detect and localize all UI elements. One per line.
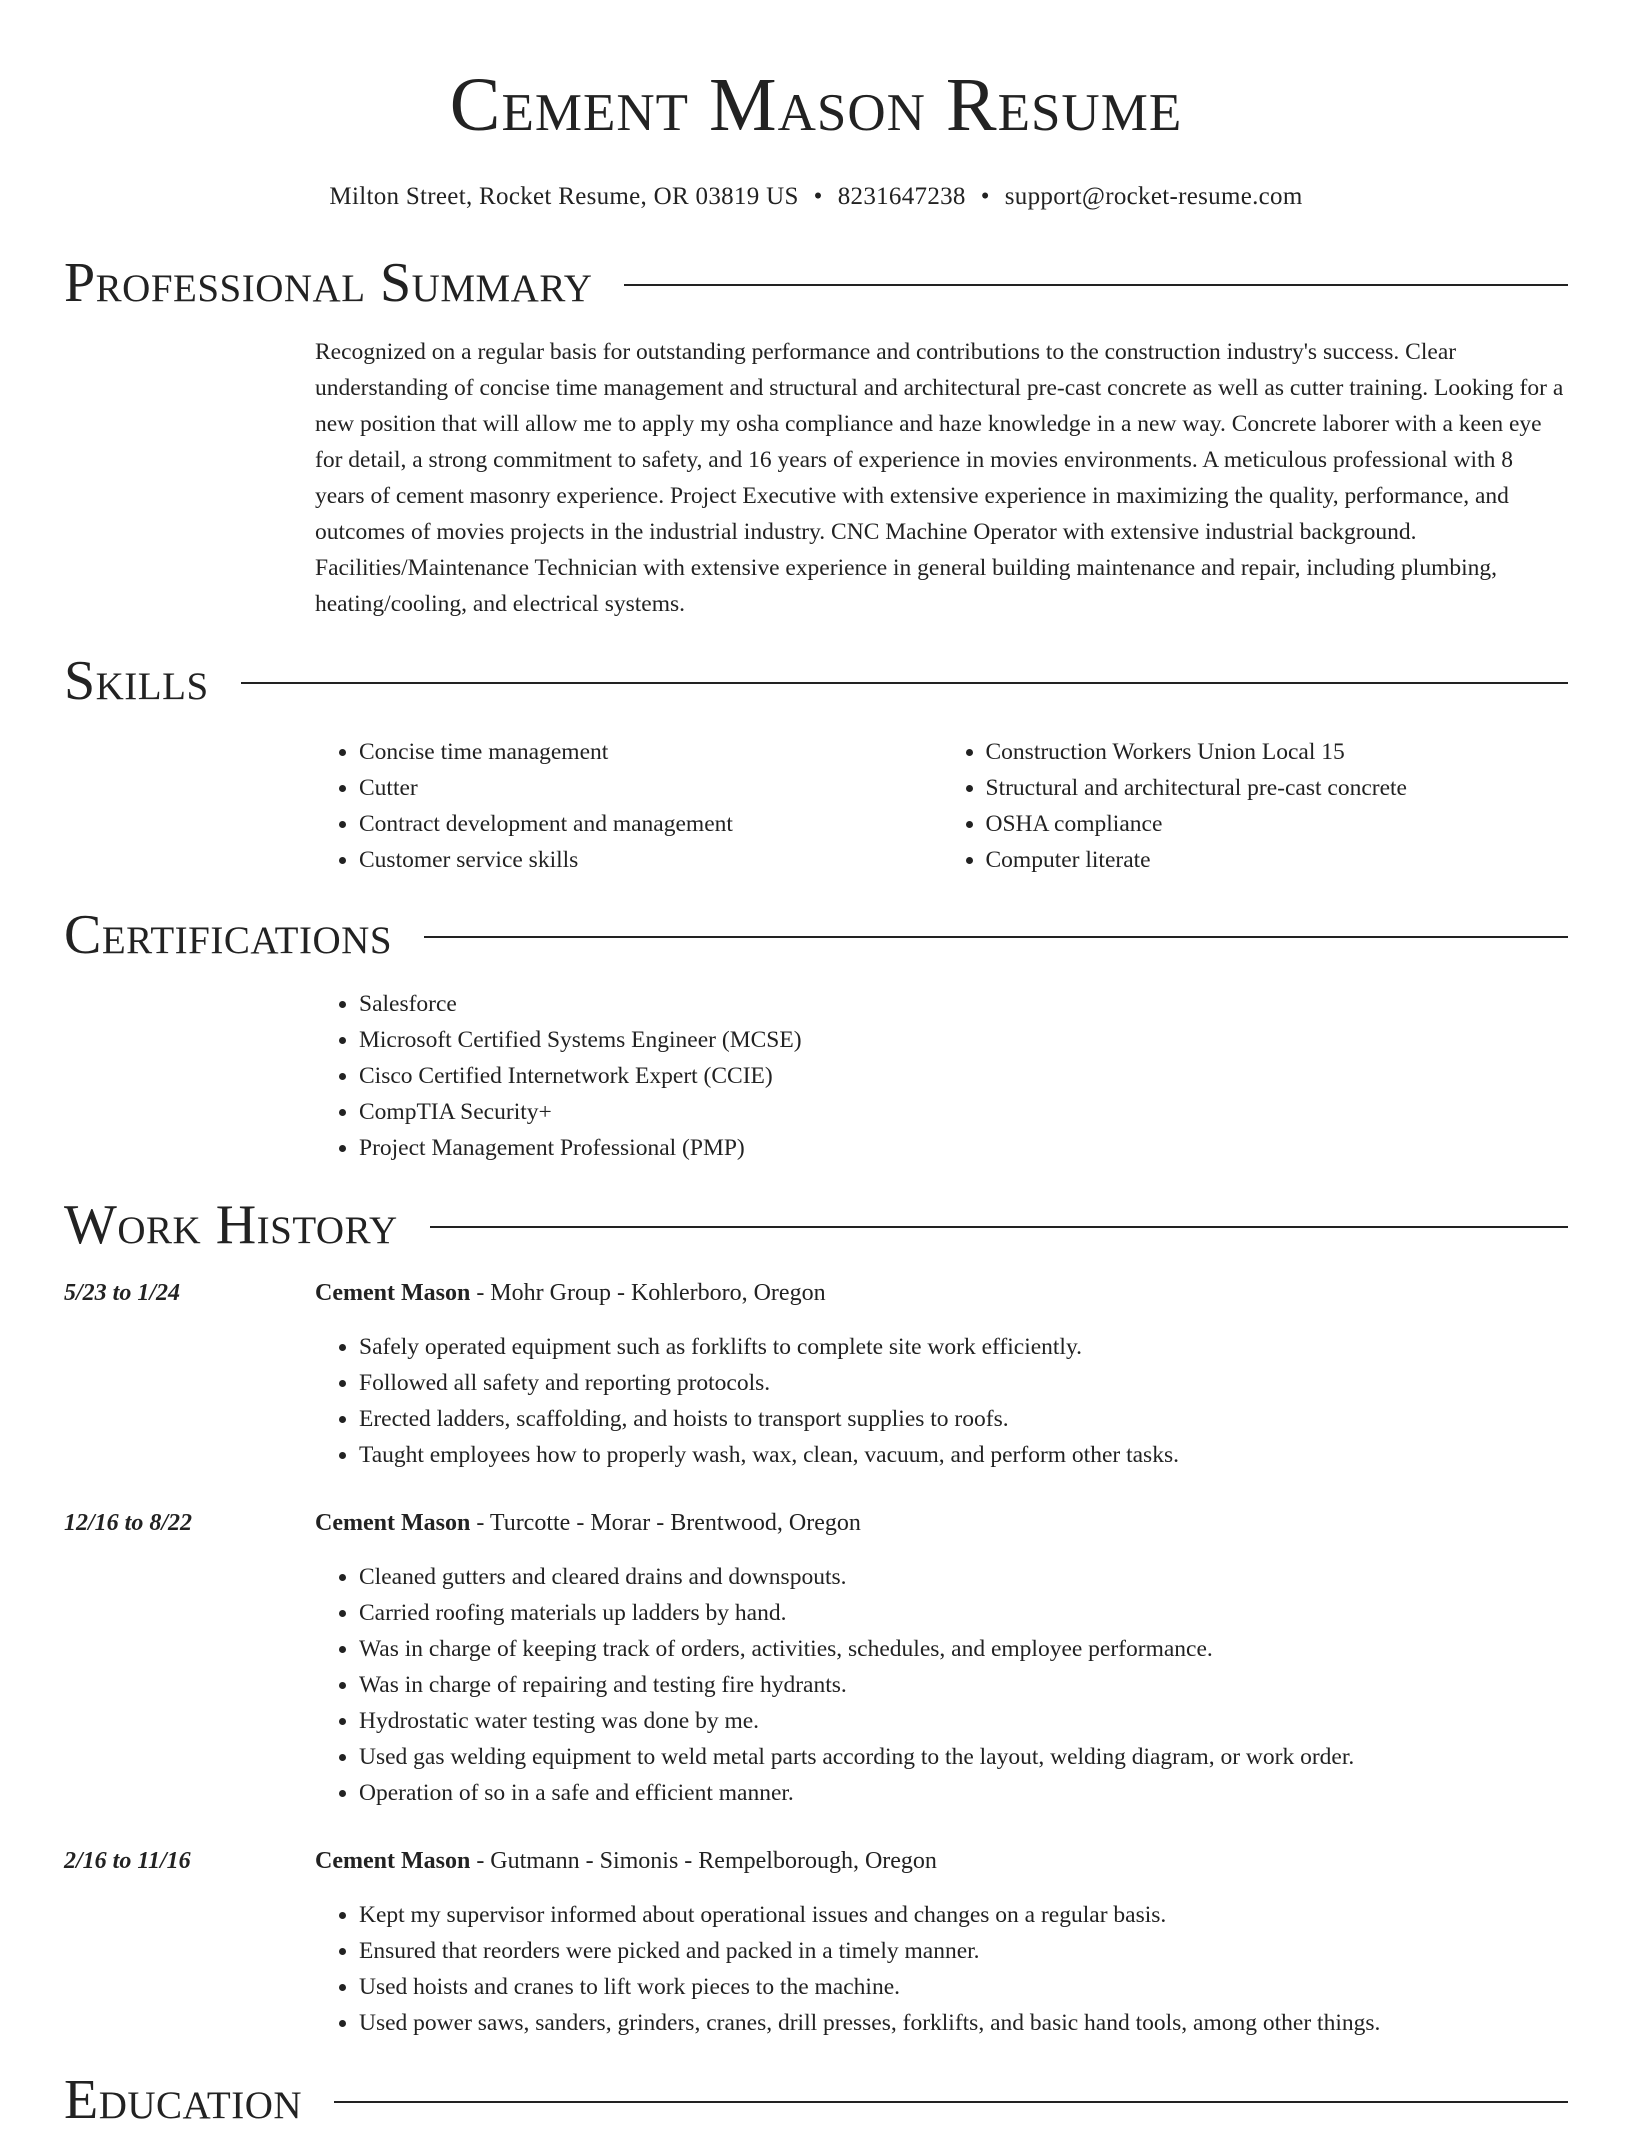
skill-item: • Computer literate [986, 842, 1569, 878]
job-bullet: • Hydrostatic water testing was done by me. [359, 1703, 1568, 1739]
contact-separator: • [813, 183, 823, 210]
job-bullet: • Was in charge of keeping track of orders, activities, schedules, and employee performance. [359, 1631, 1568, 1667]
section-divider [430, 1226, 1568, 1228]
skill-item: • Cutter [359, 770, 942, 806]
skill-item: • Construction Workers Union Local 15 [986, 734, 1569, 770]
skill-item: • Customer service skills [359, 842, 942, 878]
job-bullet: • Safely operated equipment such as forklifts to complete site work efficiently. [359, 1329, 1568, 1365]
contact-email: support@rocket-resume.com [1004, 183, 1303, 210]
job-entry [64, 1275, 1568, 1473]
skills-grid [315, 734, 1568, 878]
summary-block [315, 334, 1568, 622]
job-bullet: • Was in charge of repairing and testing fire hydrants. [359, 1667, 1568, 1703]
section-divider [334, 2101, 1568, 2103]
summary-text: Recognized on a regular basis for outstanding performance and contributions to the construction industry's success. Clear understanding of concise time management and structural and architectural pre-cast concrete as well as cutter training. Looking for a new position that will allow me to apply my osha compliance and haze knowledge in a new way. Concrete laborer with a keen eye for detail, a strong commitment to safety, and 16 years of experience in movies environments. A meticulous professional with 8 years of cement masonry experience. Project Executive with extensive experience in maximizing the quality, performance, and outcomes of movies projects in the industrial industry. CNC Machine Operator with extensive industrial background. Facilities/Maintenance Technician with extensive experience in general building maintenance and repair, including plumbing, heating/cooling, and electrical systems. [315, 339, 1564, 617]
job-bullet: • Followed all safety and reporting protocols. [359, 1365, 1568, 1401]
skill-item: • Concise time management [359, 734, 942, 770]
job-body [315, 1843, 1568, 2041]
job-position: Cement Mason [315, 1510, 471, 1536]
section-header-work [64, 1190, 1568, 1260]
skill-item: • Structural and architectural pre-cast concrete [986, 770, 1569, 806]
job-dates: 2/16 to 11/16 [64, 1848, 191, 1874]
job-bullet: • Used gas welding equipment to weld metal parts according to the layout, welding diagram, or work order. [359, 1739, 1568, 1775]
section-title-skills: Skills [64, 650, 209, 712]
job-bullets [315, 1559, 1568, 1811]
contact-line [64, 182, 1568, 212]
skill-item: • OSHA compliance [986, 806, 1569, 842]
job-dates: 5/23 to 1/24 [64, 1280, 181, 1306]
job-body [315, 1505, 1568, 1811]
job-position: Cement Mason [315, 1848, 471, 1874]
contact-address: Milton Street, Rocket Resume, OR 03819 US [329, 183, 799, 210]
contact-separator: • [980, 183, 990, 210]
skills-list-left [315, 734, 942, 878]
section-title-education: Education [64, 2069, 303, 2131]
certification-item: • Microsoft Certified Systems Engineer (MCSE) [359, 1022, 1568, 1058]
certification-item: • Project Management Professional (PMP) [359, 1130, 1568, 1166]
section-title-summary: Professional Summary [64, 252, 593, 314]
job-bullet: • Kept my supervisor informed about operational issues and changes on a regular basis. [359, 1897, 1568, 1933]
certification-item: • CompTIA Security+ [359, 1094, 1568, 1130]
job-employer: - Turcotte - Morar - Brentwood, Oregon [470, 1510, 861, 1536]
job-title-line [315, 1505, 1568, 1541]
section-title-certifications: Certifications [64, 904, 393, 966]
job-bullets [315, 1329, 1568, 1473]
job-bullet: • Used power saws, sanders, grinders, cranes, drill presses, forklifts, and basic hand tools, among other things. [359, 2005, 1568, 2041]
section-divider [624, 284, 1568, 286]
job-employer: - Gutmann - Simonis - Rempelborough, Oregon [470, 1848, 937, 1874]
job-bullet: • Ensured that reorders were picked and packed in a timely manner. [359, 1933, 1568, 1969]
job-entry [64, 1843, 1568, 2041]
job-employer: - Mohr Group - Kohlerboro, Oregon [470, 1280, 826, 1306]
job-title-line [315, 1843, 1568, 1879]
document-title: Cement Mason Resume [449, 63, 1183, 147]
section-divider [241, 682, 1568, 684]
job-bullet: • Carried roofing materials up ladders by hand. [359, 1595, 1568, 1631]
skills-list-right [942, 734, 1569, 878]
section-header-skills [64, 646, 1568, 716]
section-header-education [64, 2065, 1568, 2135]
job-bullets [315, 1897, 1568, 2041]
certification-item: • Salesforce [359, 986, 1568, 1022]
job-title-line [315, 1275, 1568, 1311]
certifications-list [315, 986, 1568, 1166]
job-bullet: • Taught employees how to properly wash, wax, clean, vacuum, and perform other tasks. [359, 1437, 1568, 1473]
job-bullet: • Cleaned gutters and cleared drains and downspouts. [359, 1559, 1568, 1595]
job-body [315, 1275, 1568, 1473]
job-entry [64, 1505, 1568, 1811]
job-bullet: • Used hoists and cranes to lift work pieces to the machine. [359, 1969, 1568, 2005]
skill-item: • Contract development and management [359, 806, 942, 842]
job-bullet: • Operation of so in a safe and efficient manner. [359, 1775, 1568, 1811]
section-title-work: Work History [64, 1194, 398, 1256]
section-header-certifications [64, 900, 1568, 970]
job-dates: 12/16 to 8/22 [64, 1510, 193, 1536]
job-bullet: • Erected ladders, scaffolding, and hoists to transport supplies to roofs. [359, 1401, 1568, 1437]
certification-item: • Cisco Certified Internetwork Expert (CCIE) [359, 1058, 1568, 1094]
section-divider [424, 936, 1568, 938]
certifications-block [315, 986, 1568, 1166]
job-position: Cement Mason [315, 1280, 471, 1306]
section-header-summary [64, 248, 1568, 318]
contact-phone: 8231647238 [837, 183, 966, 210]
